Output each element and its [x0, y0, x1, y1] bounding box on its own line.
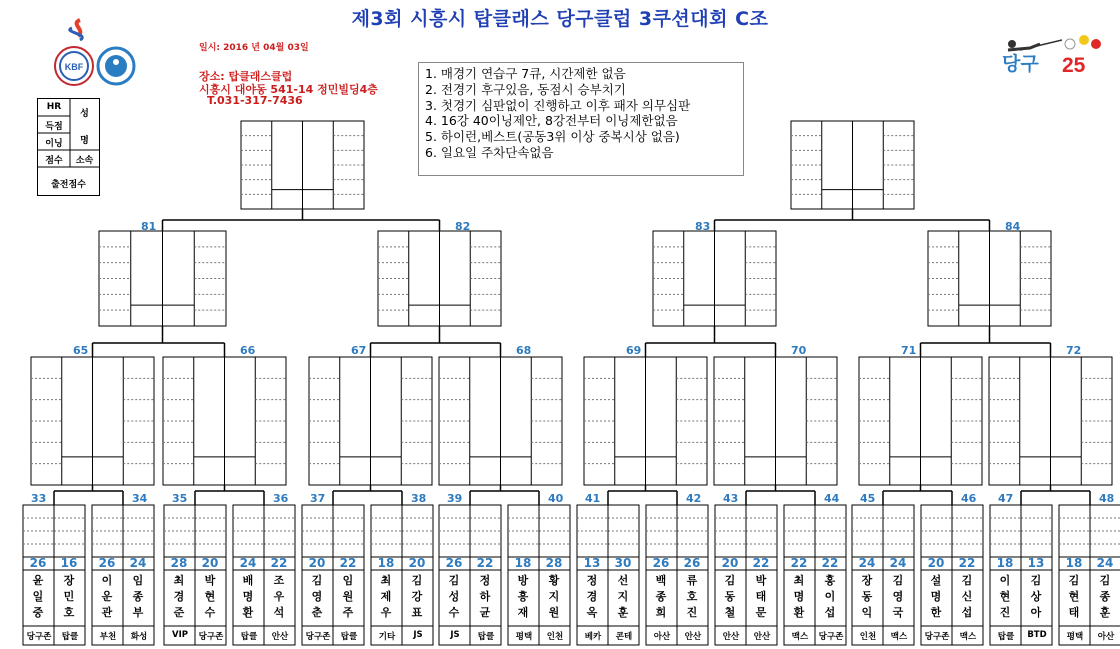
- player-entry-score: 18: [377, 556, 395, 570]
- player-name: 설 명 한: [930, 574, 942, 619]
- player-club: 당구존: [198, 632, 224, 642]
- legend-points: 점수: [45, 156, 63, 166]
- legend-affiliation: 소속: [75, 156, 94, 166]
- player-club: 아산: [653, 632, 671, 642]
- match-number: 41: [585, 492, 601, 505]
- player-entry-score: 26: [652, 556, 670, 570]
- player-club: 콘테: [615, 632, 633, 642]
- player-club: 당구존: [818, 632, 844, 642]
- player-name: 김 상 아: [1030, 574, 1042, 619]
- match-number: 81: [141, 220, 157, 233]
- player-entry-score: 20: [721, 556, 739, 570]
- rule-line: 3. 첫경기 심판없이 진행하고 이후 패자 의무심판: [425, 97, 691, 113]
- player-club: 인천: [859, 632, 877, 642]
- player-entry-score: 26: [683, 556, 701, 570]
- player-club: 평택: [1066, 632, 1084, 642]
- player-entry-score: 22: [339, 556, 357, 570]
- legend-inning: 이닝: [45, 139, 63, 149]
- player-club: 맥스: [791, 632, 809, 642]
- rule-line: 2. 전경기 후구있음, 동점시 승부치기: [425, 81, 626, 97]
- player-club: 당구존: [26, 632, 52, 642]
- match-number: 65: [73, 344, 89, 357]
- player-entry-score: 24: [129, 556, 147, 570]
- player-entry-score: 22: [476, 556, 494, 570]
- player-name: 최 제 우: [380, 574, 392, 619]
- player-club: 안산: [722, 632, 740, 642]
- player-name: 박 태 문: [755, 574, 767, 619]
- match-number: 38: [411, 492, 427, 505]
- svg-text:당구: 당구: [1002, 53, 1039, 75]
- player-entry-score: 22: [270, 556, 288, 570]
- player-name: 김 종 훈: [1099, 574, 1111, 619]
- player-name: 박 현 수: [204, 574, 216, 619]
- match-number: 40: [548, 492, 564, 505]
- match-number: 47: [998, 492, 1014, 505]
- player-name: 류 호 진: [686, 574, 698, 619]
- player-entry-score: 24: [1096, 556, 1114, 570]
- player-entry-score: 26: [29, 556, 47, 570]
- player-name: 최 경 준: [173, 574, 185, 619]
- player-club: 평택: [515, 632, 533, 642]
- player-entry-score: 24: [239, 556, 257, 570]
- match-number: 34: [132, 492, 148, 505]
- player-club: 탑클: [240, 632, 258, 642]
- player-entry-score: 18: [996, 556, 1014, 570]
- player-entry-score: 22: [790, 556, 808, 570]
- player-name: 방 흥 재: [517, 574, 529, 619]
- player-club: 탑클: [997, 632, 1015, 642]
- player-club: 맥스: [890, 632, 908, 642]
- player-club: 화성: [130, 632, 148, 642]
- player-entry-score: 30: [614, 556, 632, 570]
- match-number: 35: [172, 492, 188, 505]
- legend-name-top: 성: [80, 109, 89, 119]
- match-number: 37: [310, 492, 326, 505]
- match-number: 66: [240, 344, 256, 357]
- match-number: 71: [901, 344, 917, 357]
- player-entry-score: 28: [170, 556, 188, 570]
- player-entry-score: 24: [858, 556, 876, 570]
- player-entry-score: 22: [958, 556, 976, 570]
- player-entry-score: 13: [583, 556, 601, 570]
- player-club: 탑클: [477, 632, 495, 642]
- player-club: JS: [450, 630, 460, 640]
- player-club: 기타: [378, 632, 396, 642]
- player-name: 윤 일 중: [32, 574, 44, 619]
- player-club: 베카: [584, 632, 602, 642]
- match-number: 72: [1066, 344, 1082, 357]
- player-name: 김 신 섭: [961, 574, 973, 619]
- player-name: 정 경 옥: [586, 574, 598, 619]
- player-club: 당구존: [924, 632, 950, 642]
- match-number: 45: [860, 492, 876, 505]
- player-name: 배 명 환: [242, 574, 254, 619]
- legend-hr: HR: [46, 102, 62, 112]
- player-name: 김 현 태: [1068, 574, 1080, 619]
- player-entry-score: 26: [98, 556, 116, 570]
- player-name: 김 영 국: [892, 574, 904, 619]
- match-number: 46: [961, 492, 977, 505]
- player-name: 조 우 석: [273, 574, 285, 619]
- player-name: 선 지 훈: [617, 574, 629, 619]
- legend-entry: 출전점수: [51, 180, 86, 190]
- player-entry-score: 22: [752, 556, 770, 570]
- match-number: 43: [723, 492, 739, 505]
- player-club: VIP: [172, 630, 188, 640]
- player-name: 김 영 춘: [311, 574, 323, 619]
- svg-text:25: 25: [1062, 54, 1086, 77]
- player-entry-score: 16: [60, 556, 78, 570]
- player-club: 맥스: [959, 632, 977, 642]
- player-club: 당구존: [305, 632, 331, 642]
- player-name: 최 명 환: [793, 574, 805, 619]
- match-number: 84: [1005, 220, 1021, 233]
- player-name: 홍 이 섭: [824, 574, 836, 619]
- rule-line: 4. 16강 40이닝제안, 8강전부터 이닝제한없음: [425, 113, 678, 129]
- player-name: 김 성 수: [448, 574, 460, 619]
- player-entry-score: 20: [308, 556, 326, 570]
- legend-name-bottom: 명: [80, 136, 89, 146]
- player-entry-score: 13: [1027, 556, 1045, 570]
- player-name: 임 원 주: [342, 574, 354, 619]
- match-number: 82: [455, 220, 471, 233]
- match-number: 67: [351, 344, 367, 357]
- svg-text:KBF: KBF: [64, 62, 84, 72]
- page-title: 제3회 시흥시 탑클래스 당구클럽 3쿠션대회 C조: [351, 8, 769, 30]
- player-entry-score: 26: [445, 556, 463, 570]
- player-club: 인천: [546, 632, 564, 642]
- player-entry-score: 28: [545, 556, 563, 570]
- player-club: 탑클: [61, 632, 79, 642]
- match-number: 83: [695, 220, 711, 233]
- match-number: 68: [516, 344, 532, 357]
- player-name: 장 동 익: [861, 574, 873, 619]
- player-entry-score: 20: [201, 556, 219, 570]
- match-number: 48: [1099, 492, 1115, 505]
- match-number: 69: [626, 344, 642, 357]
- rule-line: 5. 하이런,베스트(공동3위 이상 중복시상 없음): [425, 129, 680, 145]
- player-name: 이 현 진: [999, 574, 1011, 619]
- player-entry-score: 24: [889, 556, 907, 570]
- match-number: 44: [824, 492, 840, 505]
- player-club: 안산: [684, 632, 702, 642]
- player-entry-score: 18: [1065, 556, 1083, 570]
- venue-name: 장소: 탑클래스클럽: [199, 70, 293, 83]
- match-number: 36: [273, 492, 289, 505]
- match-number: 33: [31, 492, 47, 505]
- rule-line: 1. 매경기 연습구 7큐, 시간제한 없음: [425, 66, 626, 81]
- player-name: 정 하 균: [479, 574, 491, 619]
- player-name: 황 지 원: [548, 574, 560, 619]
- player-club: JS: [413, 630, 423, 640]
- match-number: 39: [447, 492, 463, 505]
- player-club: 아산: [1097, 632, 1115, 642]
- player-entry-score: 18: [514, 556, 532, 570]
- player-name: 김 동 철: [724, 574, 736, 619]
- date-line: 일시: 2016 년 04월 03일: [199, 43, 309, 53]
- player-name: 장 민 호: [63, 574, 75, 619]
- player-name: 이 운 관: [101, 574, 113, 619]
- match-number: 42: [686, 492, 702, 505]
- player-club: 안산: [271, 632, 289, 642]
- player-club: 부천: [99, 632, 117, 642]
- legend-score: 득점: [45, 122, 63, 132]
- venue-address: 시흥시 대야동 541-14 정민빌딩4층: [199, 83, 378, 96]
- player-entry-score: 20: [408, 556, 426, 570]
- venue-phone: T.031-317-7436: [207, 94, 303, 107]
- rule-line: 6. 일요일 주차단속없음: [425, 144, 554, 160]
- player-club: BTD: [1027, 630, 1047, 640]
- player-name: 백 종 희: [655, 574, 667, 619]
- player-entry-score: 20: [927, 556, 945, 570]
- player-entry-score: 22: [821, 556, 839, 570]
- match-number: 70: [791, 344, 807, 357]
- player-name: 임 종 부: [132, 574, 144, 619]
- player-name: 김 강 표: [411, 574, 423, 619]
- player-club: 탑클: [340, 632, 358, 642]
- player-club: 안산: [753, 632, 771, 642]
